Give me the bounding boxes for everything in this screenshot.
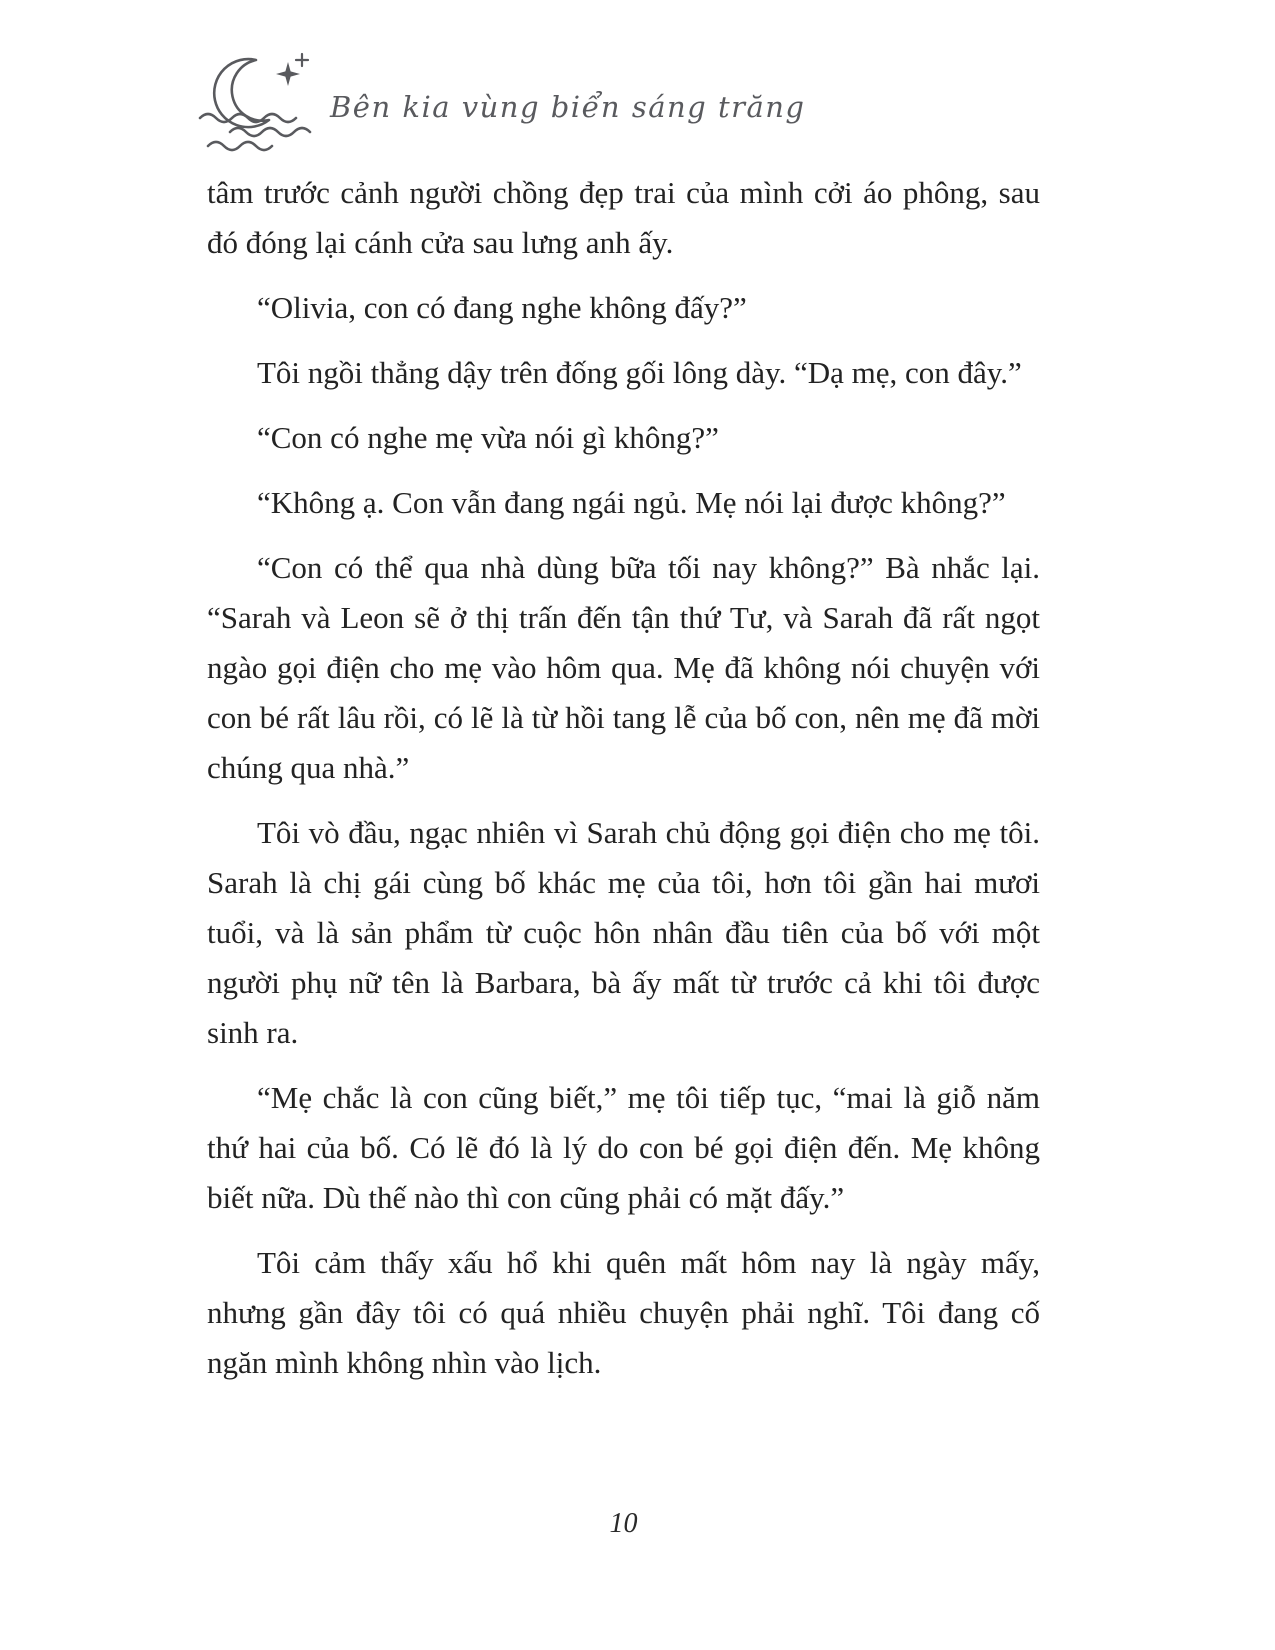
wave-line-icon: [200, 114, 296, 122]
paragraph: Tôi vò đầu, ngạc nhiên vì Sarah chủ động gọi điện cho mẹ tôi. Sarah là chị gái cùng bố khác mẹ của tôi, hơn tôi gần hai mươi tuổi, và là sản phẩm từ cuộc hôn nhân đầu tiên của bố với một người phụ nữ tên là Barbara, bà ấy mất từ trước cả khi tôi được sinh ra.: [207, 815, 1040, 1050]
paragraph: “Không ạ. Con vẫn đang ngái ngủ. Mẹ nói lại được không?”: [257, 485, 1006, 520]
page-number: 10: [609, 1508, 638, 1539]
running-book-title: Bên kia vùng biển sáng trăng: [330, 90, 806, 124]
crescent-moon-icon: [214, 59, 269, 127]
small-sparkle-icon: [296, 54, 308, 66]
paragraph: tâm trước cảnh người chồng đẹp trai của mình cởi áo phông, sau đó đóng lại cánh cửa sau lưng anh ấy.: [207, 175, 1040, 260]
page-header: [196, 52, 806, 156]
sparkle-icon: [276, 62, 300, 86]
paragraph: “Con có nghe mẹ vừa nói gì không?”: [257, 420, 719, 455]
wave-line-icon: [230, 128, 310, 136]
wave-line-icon: [208, 142, 272, 150]
paragraph: Tôi cảm thấy xấu hổ khi quên mất hôm nay là ngày mấy, nhưng gần đây tôi có quá nhiều chuyện phải nghĩ. Tôi đang cố ngăn mình không nhìn vào lịch.: [207, 1245, 1040, 1380]
paragraph: Tôi ngồi thẳng dậy trên đống gối lông dày. “Dạ mẹ, con đây.”: [257, 355, 1022, 390]
paragraph: “Mẹ chắc là con cũng biết,” mẹ tôi tiếp tục, “mai là giỗ năm thứ hai của bố. Có lẽ đó là lý do con bé gọi điện đến. Mẹ không biết nữa. Dù thế nào thì con cũng phải có mặt đấy.”: [207, 1080, 1040, 1215]
moon-over-waves-logo-icon: [196, 52, 318, 156]
body-text: [207, 168, 1040, 1403]
paragraph: “Olivia, con có đang nghe không đấy?”: [257, 290, 747, 325]
paragraph: “Con có thể qua nhà dùng bữa tối nay không?” Bà nhắc lại. “Sarah và Leon sẽ ở thị trấn đến tận thứ Tư, và Sarah đã rất ngọt ngào gọi điện cho mẹ vào hôm qua. Mẹ đã không nói chuyện với con bé rất lâu rồi, có lẽ là từ hồi tang lễ của bố con, nên mẹ đã mời chúng qua nhà.”: [207, 550, 1040, 785]
